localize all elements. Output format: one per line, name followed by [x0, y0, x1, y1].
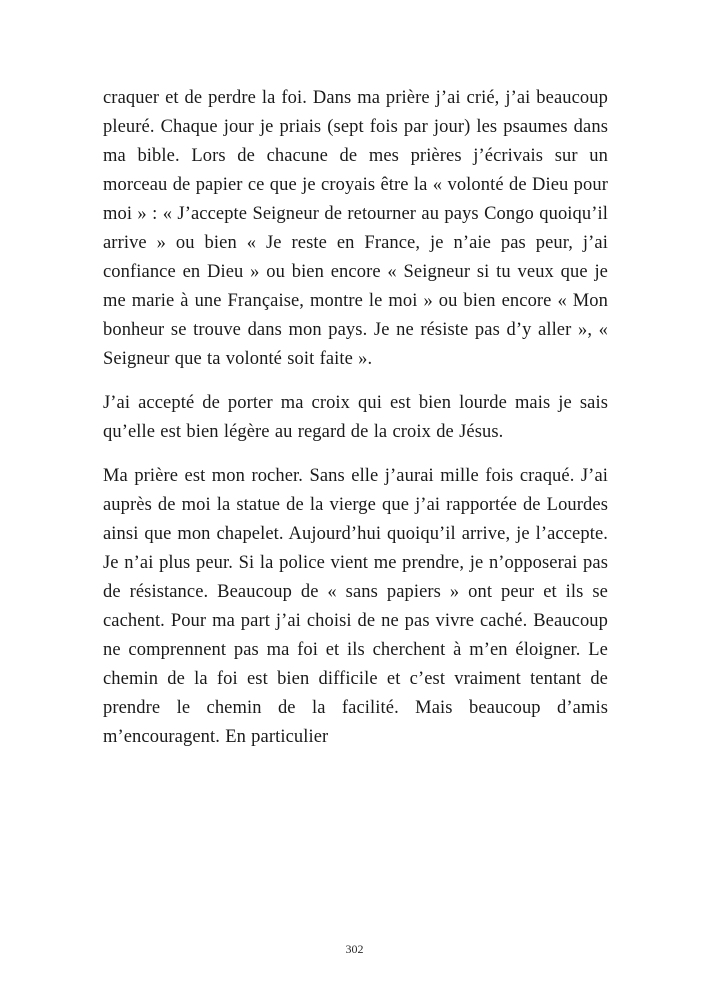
paragraph-cross: J’ai accepté de porter ma croix qui est bien lourde mais je sais qu’elle est bien légère au regard de la croix de Jésus. [103, 393, 608, 442]
paragraph-prayer-rock: Ma prière est mon rocher. Sans elle j’aurai mille fois craqué. J’ai auprès de moi la statue de la vierge que j’ai rapportée de Lourdes ainsi que mon chapelet. Aujourd’hui quoiqu’il arrive, je l’accepte. Je n’ai plus peur. Si la police vient me prendre, je n’opposerai pas de résistance. Beaucoup de « sans papiers » ont peur et ils se cachent. Pour ma part j’ai choisi de ne pas vivre caché. Beaucoup ne comprennent pas ma foi et ils cherchent à m’en éloigner. Le chemin de la foi est bien difficile et c’est vraiment tentant de prendre le chemin de la facilité. Mais beaucoup d’amis m’encouragent. En particulier [103, 466, 608, 747]
page-number: 302 [345, 942, 364, 956]
page-text-block [103, 84, 608, 752]
paragraph-prayer-notes: craquer et de perdre la foi. Dans ma prière j’ai crié, j’ai beaucoup pleuré. Chaque jour je priais (sept fois par jour) les psaumes dans ma bible. Lors de chacune de mes prières j’écrivais sur un morceau de papier ce que je croyais être la « volonté de Dieu pour moi » : « J’accepte Seigneur de retourner au pays Congo quoiqu’il arrive » ou bien « Je reste en France, je n’aie pas peur, j’ai confiance en Dieu » ou bien encore « Seigneur si tu veux que je me marie à une Française, montre le moi » ou bien encore « Mon bonheur se trouve dans mon pays. Je ne résiste pas d’y aller », « Seigneur que ta volonté soit faite ». [103, 88, 608, 369]
